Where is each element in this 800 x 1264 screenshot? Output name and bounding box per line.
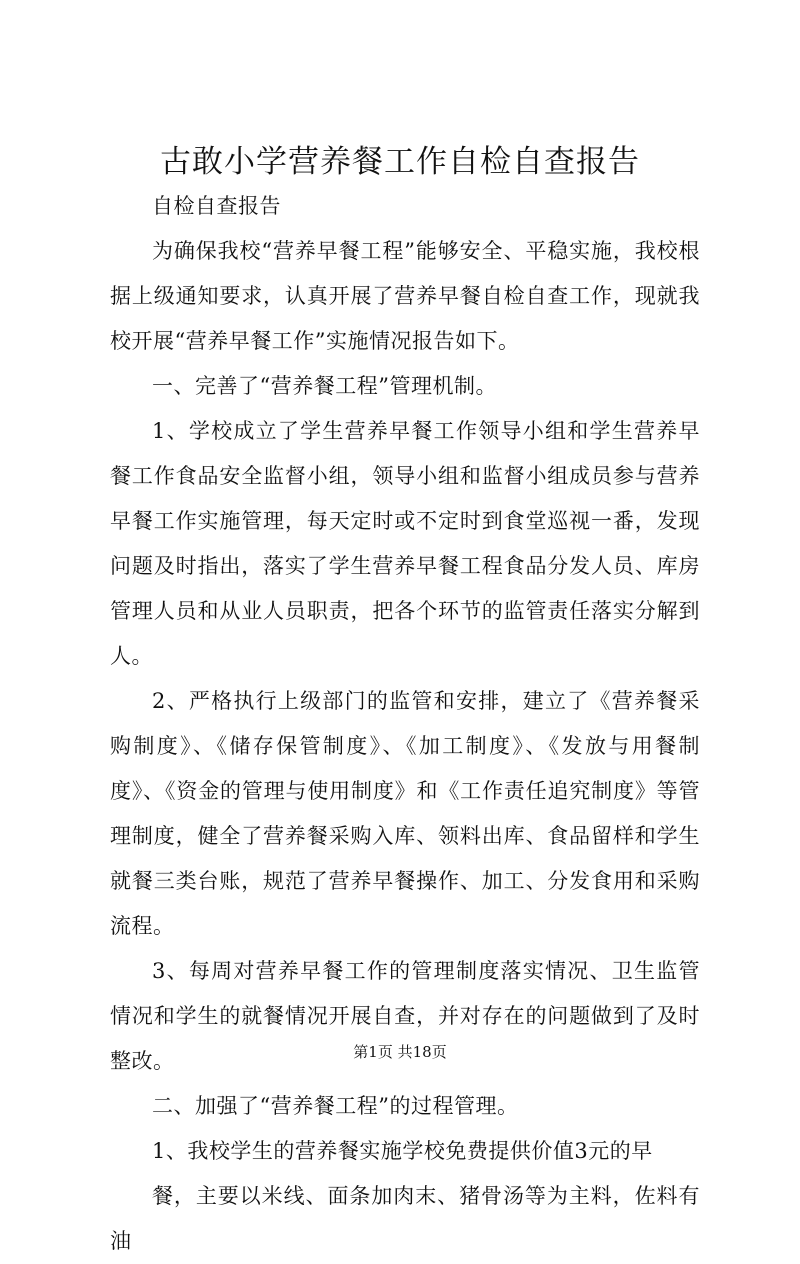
section-heading-1: 一、完善了“营养餐工程”管理机制。 [152,374,497,398]
paragraph-item-4-continued: 餐，主要以米线、面条加肉末、猪骨汤等为主料，佐料有油 [110,1184,700,1253]
paragraph-item-3: 3、每周对营养早餐工作的管理制度落实情况、卫生监管情况和学生的就餐情况开展自查，并对存在的问题做到了及时整改。 [110,959,700,1073]
paragraph-subtitle: 自检自查报告 [152,194,281,218]
document-body [110,184,700,1264]
page-footer [0,1040,800,1064]
paragraph-item-4: 1、我校学生的营养餐实施学校免费提供价值3元的早 [152,1139,653,1163]
page-number: 第1页 共18页 [353,1043,447,1061]
paragraph-item-2: 2、严格执行上级部门的监管和安排，建立了《营养餐采购制度》、《储存保管制度》、《加工制度》、《发放与用餐制度》、《资金的管理与使用制度》和《工作责任追究制度》等管理制度，健全了营养餐采购入库、领料出库、食品留样和学生就餐三类台账，规范了营养早餐操作、加工、分发食用和采购流程。 [110,689,700,938]
paragraph-intro: 为确保我校“营养早餐工程”能够安全、平稳实施，我校根据上级通知要求，认真开展了营养早餐自检自查工作，现就我校开展“营养早餐工作”实施情况报告如下。 [110,239,700,353]
paragraph-item-1: 1、学校成立了学生营养早餐工作领导小组和学生营养早餐工作食品安全监督小组，领导小组和监督小组成员参与营养早餐工作实施管理，每天定时或不定时到食堂巡视一番，发现问题及时指出，落实了学生营养早餐工程食品分发人员、库房管理人员和从业人员职责，把各个环节的监管责任落实分解到人。 [110,419,700,668]
section-heading-2: 二、加强了“营养餐工程”的过程管理。 [152,1094,519,1118]
document-title: 古敢小学营养餐工作自检自查报告 [160,144,640,180]
